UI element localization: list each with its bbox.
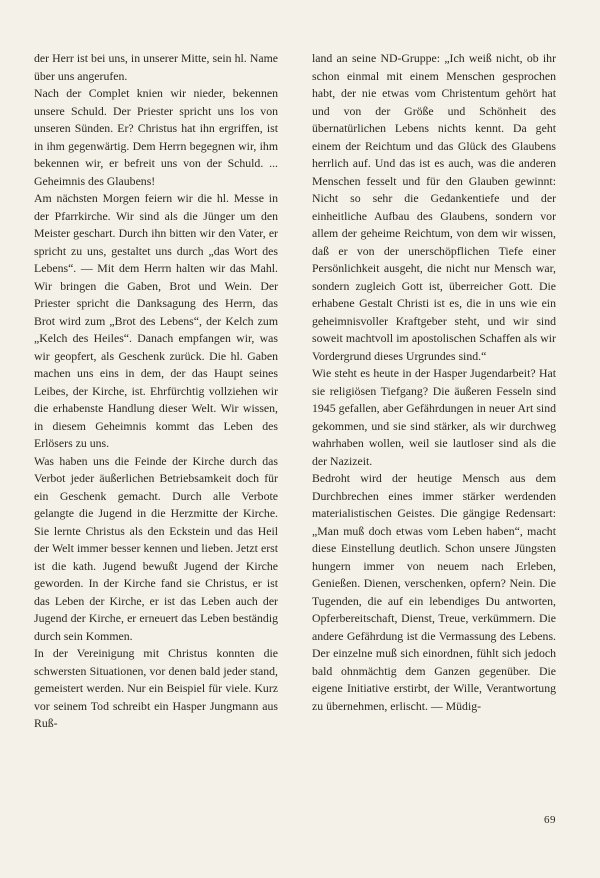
paragraph: Bedroht wird der heutige Mensch aus dem Durchbrechen eines immer stärker werdenden materialistischen Geistes. Die gängige Redensart: „Man muß doch etwas vom Leben haben“, macht diese Einstellung deutlich. Schon unsere Jüngsten hungern immer von neuem nach Erleben, Genießen. Dienen, verschenken, opfern? Nein. Die Tugenden, die auf ein lebendiges Du antworten, Opferbereitschaft, Dienst, Treue, verkümmern. Die andere Gefährdung ist die Vermassung des Lebens. Der einzelne muß sich einordnen, fühlt sich jedoch bald ohnmächtig dem Ganzen gegenüber. Die eigene Initiative erstirbt, der Wille, Verantwortung zu übernehmen, erlischt. — Müdig- xyxy=(312,471,556,713)
paragraph: Am nächsten Morgen feiern wir die hl. Messe in der Pfarrkirche. Wir sind als die Jünger um den Meister geschart. Durch ihn bitten wir den Vater, er spricht zu uns, gestaltet uns durch „das Wort des Lebens“. — Mit dem Herrn halten wir das Mahl. Wir bringen die Gaben, Brot und Wein. Der Priester spricht die Danksagung des Herrn, das Brot wird zum „Brot des Lebens“, der Kelch zum „Kelch des Heiles“. Danach empfangen wir, was wir geopfert, als Geschenk zurück. Die hl. Gaben machen uns eins in dem, der das Haupt seines Leibes, der Kirche, ist. Ehrfürchtig vollziehen wir die erhabenste Handlung dieser Welt. Wir wissen, in diesem Geheimnis kommt das Leben des Erlösers zu uns. xyxy=(34,191,278,450)
paragraph: Nach der Complet knien wir nieder, bekennen unsere Schuld. Der Priester spricht uns los von unseren Sünden. Er? Christus hat ihn ergriffen, ist in ihm gegenwärtig. Dem Herrn begegnen wir, ihm bekennen wir, er befreit uns von der Schuld. ... Geheimnis des Glaubens! xyxy=(34,86,278,188)
left-text-column xyxy=(34,50,278,733)
paragraph: Was haben uns die Feinde der Kirche durch das Verbot jeder äußerlichen Betriebsamkeit doch für ein Geschenk gemacht. Durch alle Verbote gelangte die Jugend in die Herzmitte der Kirche. Sie lernte Christus als den Eckstein und das Heil der Welt immer besser kennen und lieben. Jetzt erst ist die kath. Jugend bewußt Jugend der Kirche geworden. In der Kirche fand sie Christus, er ist das Leben der Kirche, er ist das Leben auch der Jugend der Kirche, er erneuert das Leben beständig durch sein Kommen. xyxy=(34,453,278,643)
page-number: 69 xyxy=(544,814,556,826)
paragraph: der Herr ist bei uns, in unserer Mitte, sein hl. Name über uns angerufen. xyxy=(34,51,278,83)
right-text-column xyxy=(312,50,556,715)
paragraph: In der Vereinigung mit Christus konnten die schwersten Situationen, vor denen bald jeder stand, gemeistert werden. Nur ein Beispiel für viele. Kurz vor seinem Tod schreibt ein Hasper Jungmann aus Ruß- xyxy=(34,646,278,730)
paragraph: land an seine ND-Gruppe: „Ich weiß nicht, ob ihr schon einmal mit einem Menschen gesprochen habt, der nie etwas vom Christentum gehört hat und von der Größe und Schönheit des übernatürlichen Lebens nichts kennt. Da geht einem der Reichtum und das Glück des Glaubens herrlich auf. Und das ist es auch, was die anderen Menschen fesselt und für den Glauben gewinnt: Nicht so sehr die Gedankentiefe und der einheitliche Aufbau des Glaubens, sondern vor allem der geheime Reichtum, von dem wir wissen, daß er von der unerschöpflichen Tiefe einer Persönlichkeit ausgeht, die nicht nur Mensch war, sondern zugleich Gott ist, überreicher Gott. Die erhabene Gestalt Christi ist es, die in uns wie ein geheimnisvoller Kraftgeber steht, und wir sind soweit machtvoll im apostolischen Schaffen als wir Vordergrund dieses Urgrundes sind.“ xyxy=(312,51,556,363)
paragraph: Wie steht es heute in der Hasper Jugendarbeit? Hat sie religiösen Tiefgang? Die äußeren Fesseln sind 1945 gefallen, aber Gefährdungen in neuer Art sind gekommen, und sie sind stärker, als wir durchweg wahrhaben wollen, weil sie lautloser sind als die der Nazizeit. xyxy=(312,366,556,468)
